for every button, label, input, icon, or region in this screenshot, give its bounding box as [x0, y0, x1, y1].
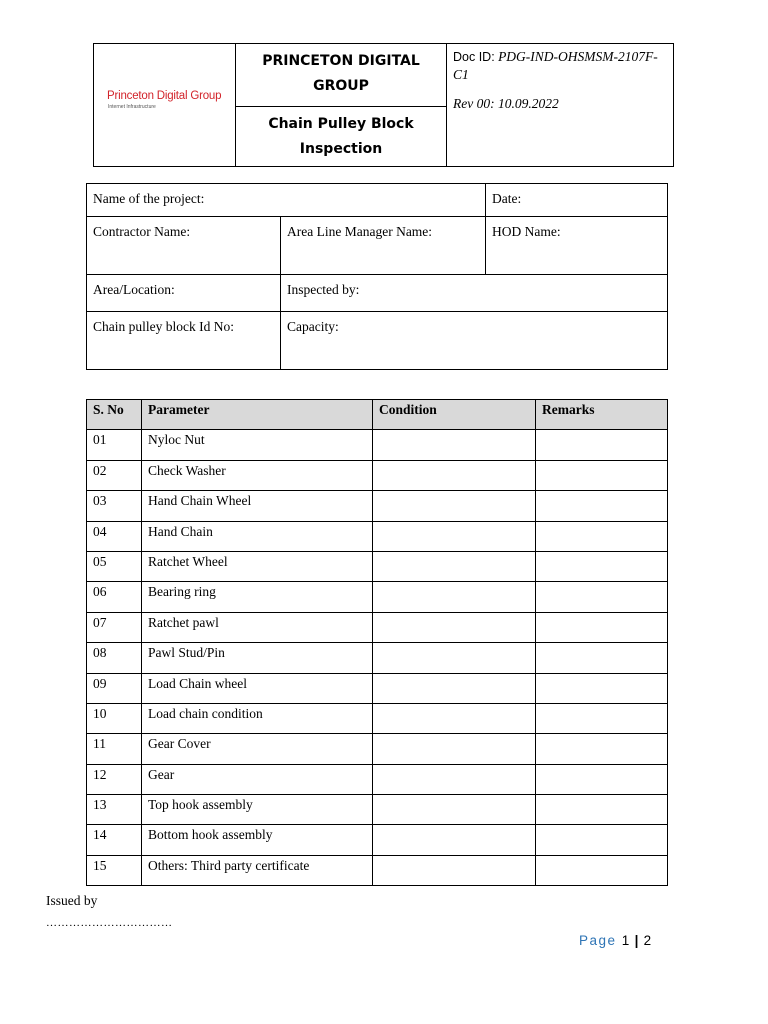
signature-line[interactable]: ……………………………	[46, 917, 173, 929]
page-total: 2	[643, 933, 652, 948]
project-name-field[interactable]: Name of the project:	[87, 184, 486, 217]
page-number	[579, 933, 651, 948]
row-condition-cell[interactable]	[373, 582, 536, 612]
row-remarks-cell[interactable]	[536, 703, 668, 733]
table-row	[87, 460, 668, 490]
row-condition-cell[interactable]	[373, 795, 536, 825]
table-row	[87, 612, 668, 642]
row-sno-cell: 03	[87, 491, 142, 521]
row-remarks-cell[interactable]	[536, 825, 668, 855]
row-remarks-cell[interactable]	[536, 855, 668, 885]
row-sno-cell: 07	[87, 612, 142, 642]
row-sno-cell: 14	[87, 825, 142, 855]
checklist-header-row	[87, 400, 668, 430]
row-condition-cell[interactable]	[373, 703, 536, 733]
area-line-manager-field[interactable]: Area Line Manager Name:	[281, 217, 486, 275]
revision: Rev 00: 10.09.2022	[453, 96, 559, 111]
area-location-field[interactable]: Area/Location:	[87, 275, 281, 312]
row-sno-cell: 01	[87, 430, 142, 460]
table-row	[87, 521, 668, 551]
table-row	[87, 643, 668, 673]
table-row	[87, 673, 668, 703]
row-parameter-cell: Bearing ring	[142, 582, 373, 612]
row-sno-cell: 13	[87, 795, 142, 825]
row-sno-cell: 11	[87, 734, 142, 764]
row-condition-cell[interactable]	[373, 460, 536, 490]
row-sno-cell: 09	[87, 673, 142, 703]
doc-id-label: Doc ID:	[453, 50, 495, 64]
row-remarks-cell[interactable]	[536, 795, 668, 825]
row-remarks-cell[interactable]	[536, 734, 668, 764]
row-sno-cell: 02	[87, 460, 142, 490]
row-condition-cell[interactable]	[373, 855, 536, 885]
row-condition-cell[interactable]	[373, 734, 536, 764]
col-condition-header: Condition	[373, 400, 536, 430]
row-sno-cell: 06	[87, 582, 142, 612]
col-parameter-header: Parameter	[142, 400, 373, 430]
block-id-field[interactable]: Chain pulley block Id No:	[87, 312, 281, 370]
row-sno-cell: 15	[87, 855, 142, 885]
table-row	[87, 551, 668, 581]
project-info-table	[86, 183, 668, 370]
row-remarks-cell[interactable]	[536, 430, 668, 460]
checklist-body	[87, 430, 668, 886]
table-row	[87, 855, 668, 885]
row-condition-cell[interactable]	[373, 673, 536, 703]
row-remarks-cell[interactable]	[536, 521, 668, 551]
issued-by-label: Issued by	[46, 893, 98, 908]
row-remarks-cell[interactable]	[536, 643, 668, 673]
row-remarks-cell[interactable]	[536, 612, 668, 642]
table-row	[87, 734, 668, 764]
table-row	[87, 430, 668, 460]
row-remarks-cell[interactable]	[536, 673, 668, 703]
document-header	[93, 43, 674, 167]
row-remarks-cell[interactable]	[536, 460, 668, 490]
table-row	[87, 764, 668, 794]
row-remarks-cell[interactable]	[536, 764, 668, 794]
row-parameter-cell: Ratchet Wheel	[142, 551, 373, 581]
row-parameter-cell: Load Chain wheel	[142, 673, 373, 703]
col-remarks-header: Remarks	[536, 400, 668, 430]
row-parameter-cell: Hand Chain	[142, 521, 373, 551]
row-remarks-cell[interactable]	[536, 582, 668, 612]
row-condition-cell[interactable]	[373, 551, 536, 581]
table-row	[87, 825, 668, 855]
row-condition-cell[interactable]	[373, 643, 536, 673]
row-parameter-cell: Top hook assembly	[142, 795, 373, 825]
table-row	[87, 491, 668, 521]
row-sno-cell: 08	[87, 643, 142, 673]
table-row	[87, 703, 668, 733]
row-parameter-cell: Ratchet pawl	[142, 612, 373, 642]
form-title: Chain Pulley Block Inspection	[268, 116, 414, 157]
logo-tagline: Internet Infrastructure	[108, 104, 156, 110]
table-row	[87, 795, 668, 825]
row-parameter-cell: Pawl Stud/Pin	[142, 643, 373, 673]
col-sno-header: S. No	[87, 400, 142, 430]
capacity-field[interactable]: Capacity:	[281, 312, 668, 370]
row-parameter-cell: Nyloc Nut	[142, 430, 373, 460]
row-parameter-cell: Gear Cover	[142, 734, 373, 764]
row-parameter-cell: Others: Third party certificate	[142, 855, 373, 885]
row-parameter-cell: Gear	[142, 764, 373, 794]
row-remarks-cell[interactable]	[536, 491, 668, 521]
page-label: Page	[579, 933, 617, 948]
row-condition-cell[interactable]	[373, 491, 536, 521]
logo-wordmark: Princeton Digital Group	[107, 90, 222, 102]
header-divider	[235, 106, 447, 107]
row-sno-cell: 04	[87, 521, 142, 551]
row-condition-cell[interactable]	[373, 612, 536, 642]
contractor-name-field[interactable]: Contractor Name:	[87, 217, 281, 275]
hod-name-field[interactable]: HOD Name:	[486, 217, 668, 275]
inspected-by-field[interactable]: Inspected by:	[281, 275, 668, 312]
doc-id	[453, 48, 669, 84]
row-condition-cell[interactable]	[373, 764, 536, 794]
inspection-checklist	[86, 399, 668, 886]
row-parameter-cell: Load chain condition	[142, 703, 373, 733]
date-field[interactable]: Date:	[486, 184, 668, 217]
row-condition-cell[interactable]	[373, 521, 536, 551]
row-condition-cell[interactable]	[373, 825, 536, 855]
row-remarks-cell[interactable]	[536, 551, 668, 581]
row-condition-cell[interactable]	[373, 430, 536, 460]
row-parameter-cell: Check Washer	[142, 460, 373, 490]
row-parameter-cell: Hand Chain Wheel	[142, 491, 373, 521]
table-row	[87, 582, 668, 612]
company-name: PRINCETON DIGITAL GROUP	[262, 53, 420, 94]
doc-id-value: PDG-IND-OHSMSM-2107F-C1	[453, 49, 658, 82]
row-sno-cell: 05	[87, 551, 142, 581]
page-current: 1	[621, 933, 630, 948]
row-sno-cell: 12	[87, 764, 142, 794]
row-sno-cell: 10	[87, 703, 142, 733]
page-separator: |	[634, 933, 639, 948]
row-parameter-cell: Bottom hook assembly	[142, 825, 373, 855]
